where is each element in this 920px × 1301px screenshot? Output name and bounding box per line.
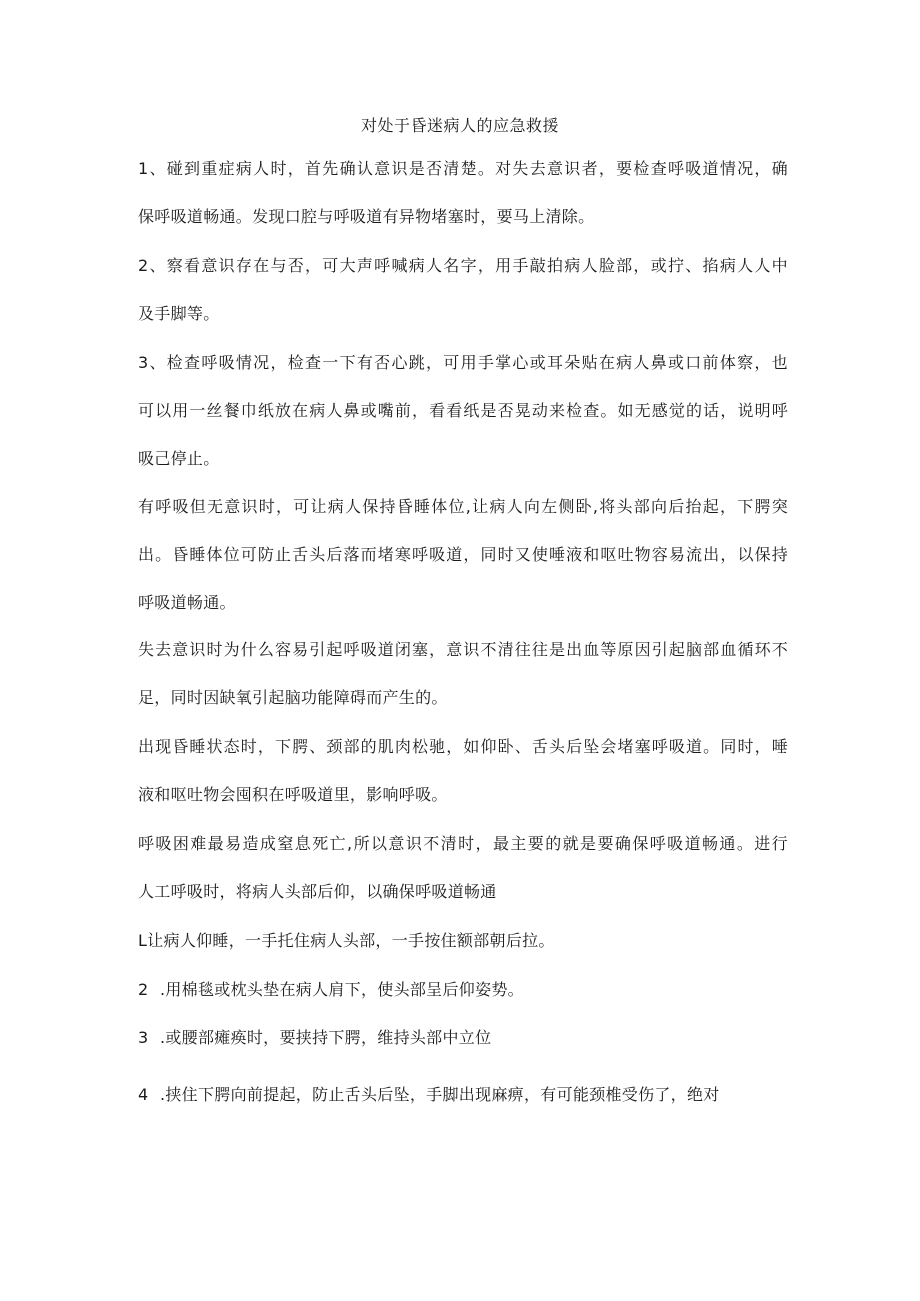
paragraph-line: 保呼吸道畅通。发现口腔与呼吸道有异物堵塞时，要马上清除。 (138, 207, 595, 226)
list-item-number: 2 (138, 980, 149, 999)
paragraph-line: 失去意识时为什么容易引起呼吸道闭塞，意识不清往往是出血等原因引起脑部血循环不 (138, 640, 788, 659)
paragraph-6 (138, 723, 788, 819)
list-item-text: .或腰部瘫痪时，要挟持下腭，维持头部中立位 (160, 1028, 492, 1047)
paragraph-line: 及手脚等。 (138, 304, 220, 323)
paragraph-5 (138, 626, 788, 722)
paragraph-1 (138, 145, 788, 241)
document-title: 对处于昏迷病人的应急救援 (360, 116, 559, 135)
list-item (138, 978, 524, 1002)
list-item-text: .用棉毯或枕头垫在病人肩下，使头部呈后仰姿势。 (160, 980, 524, 999)
list-item-number: L (138, 931, 148, 950)
list-item-number: 3 (138, 1028, 149, 1047)
paragraph-line: 有呼吸但无意识时，可让病人保持昏睡体位,让病人向左侧卧,将头部向后抬起，下腭突 (138, 497, 788, 516)
paragraph-line: 呼吸困难最易造成窒息死亡,所以意识不清时，最主要的就是要确保呼吸道畅通。进行 (138, 834, 788, 853)
list-item-text: .挟住下腭向前提起，防止舌头后坠，手脚出现麻痹，有可能颈椎受伤了，绝对 (160, 1085, 720, 1104)
list-item (138, 929, 555, 953)
paragraph-3 (138, 339, 788, 483)
paragraph-line: 吸己停止。 (138, 449, 220, 468)
paragraph-2 (138, 242, 788, 338)
list-item-text: 让病人仰睡，一手托住病人头部，一手按住额部朝后拉。 (147, 931, 555, 950)
paragraph-4 (138, 483, 788, 627)
paragraph-line: 出现昏睡状态时，下腭、颈部的肌肉松驰，如仰卧、舌头后坠会堵塞呼吸道。同时，唾 (138, 737, 788, 756)
paragraph-7 (138, 820, 788, 916)
list-item (138, 1083, 720, 1107)
paragraph-line: 出。昏睡体位可防止舌头后落而堵寒呼吸道，同时又使唾液和呕吐物容易流出，以保持 (138, 545, 788, 564)
paragraph-line: 1、碰到重症病人时，首先确认意识是否清楚。对失去意识者，要检查呼吸道情况，确 (138, 159, 788, 178)
paragraph-line: 液和呕吐物会囤积在呼吸道里，影响呼吸。 (138, 785, 448, 804)
paragraph-line: 3、检查呼吸情况，检查一下有否心跳，可用手掌心或耳朵贴在病人鼻或口前体察，也 (138, 353, 788, 372)
paragraph-line: 2、察看意识存在与否，可大声呼喊病人名字，用手敲拍病人脸部，或拧、掐病人人中 (138, 256, 788, 275)
list-item-number: 4 (138, 1085, 149, 1104)
paragraph-line: 足，同时因缺氧引起脑功能障碍而产生的。 (138, 688, 448, 707)
paragraph-line: 呼吸道畅通。 (138, 593, 236, 612)
paragraph-line: 人工呼吸时，将病人头部后仰，以确保呼吸道畅通 (138, 882, 497, 901)
list-item (138, 1026, 491, 1050)
paragraph-line: 可以用一丝餐巾纸放在病人鼻或嘴前，看看纸是否晃动来检查。如无感觉的话，说明呼 (138, 401, 788, 420)
